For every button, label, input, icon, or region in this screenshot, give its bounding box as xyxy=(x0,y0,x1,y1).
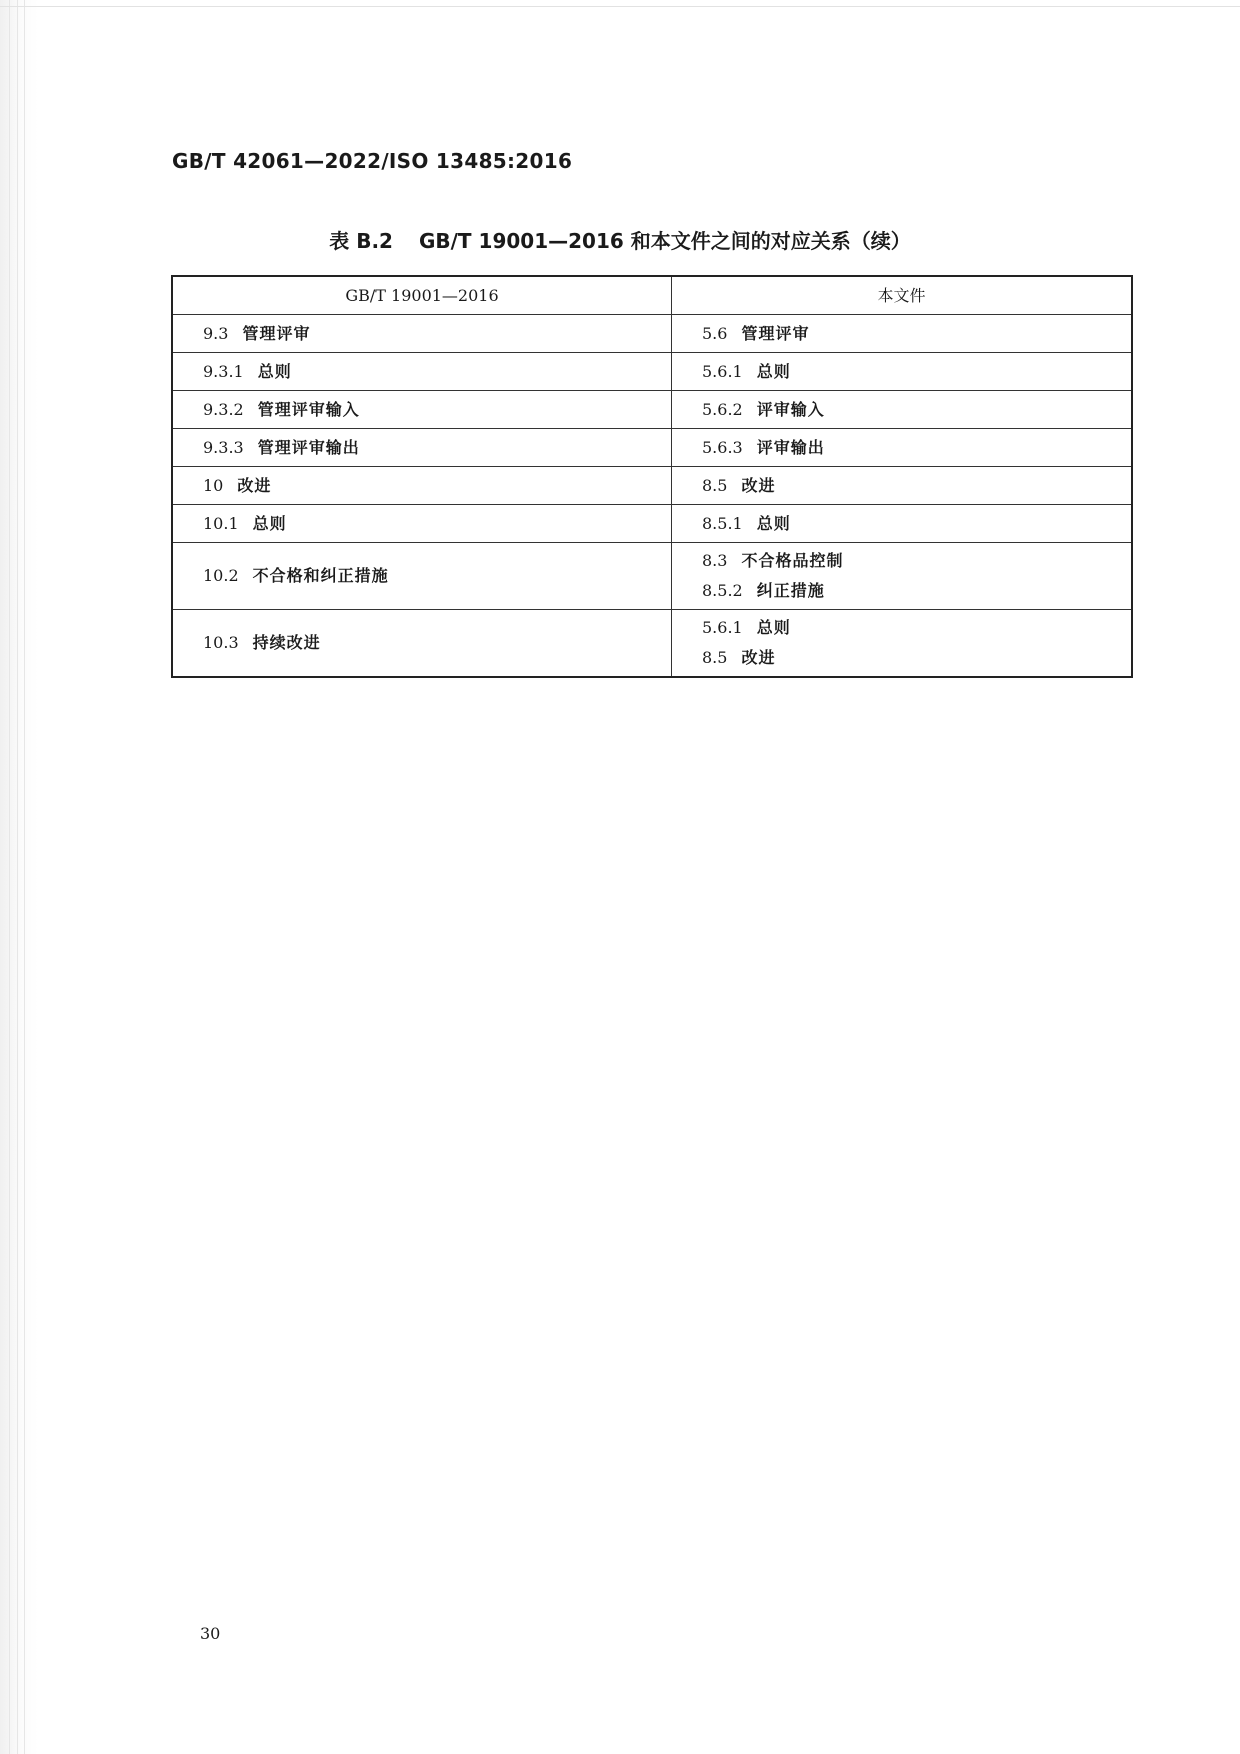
clause-number: 10.1 xyxy=(203,513,239,533)
clause-entry xyxy=(702,395,1131,425)
clause-title: 管理评审输出 xyxy=(257,437,360,457)
clause-entry xyxy=(203,628,671,658)
clause-entry xyxy=(203,395,671,425)
clause-title: 总则 xyxy=(257,361,292,381)
clause-entry xyxy=(702,357,1131,387)
table-row xyxy=(172,391,1132,429)
right-cell xyxy=(672,391,1133,429)
left-cell xyxy=(172,543,672,610)
left-cell xyxy=(172,391,672,429)
clause-entry xyxy=(702,319,1131,349)
clause-title: 总则 xyxy=(756,513,791,533)
right-cell xyxy=(672,543,1133,610)
page-number: 30 xyxy=(200,1624,221,1643)
clause-entry xyxy=(203,509,671,539)
clause-number: 5.6 xyxy=(702,323,728,343)
clause-entry xyxy=(702,546,1131,576)
clause-title: 不合格和纠正措施 xyxy=(252,566,389,585)
clause-number: 9.3 xyxy=(203,323,229,343)
left-cell xyxy=(172,315,672,353)
right-cell xyxy=(672,505,1133,543)
correspondence-table xyxy=(171,275,1133,678)
clause-title: 不合格品控制 xyxy=(741,551,844,570)
clause-number: 8.5.2 xyxy=(702,581,743,600)
table-header-row xyxy=(172,276,1132,315)
table-row xyxy=(172,429,1132,467)
clause-title: 总则 xyxy=(252,513,287,533)
clause-title: 评审输入 xyxy=(756,399,825,419)
clause-number: 5.6.3 xyxy=(702,437,743,457)
clause-entry xyxy=(702,471,1131,501)
right-cell xyxy=(672,429,1133,467)
clause-title: 改进 xyxy=(741,648,776,667)
clause-number: 8.3 xyxy=(702,551,728,570)
clause-entry xyxy=(203,561,671,591)
left-cell xyxy=(172,610,672,678)
clause-title: 评审输出 xyxy=(756,437,825,457)
table-caption-label: 表 B.2 xyxy=(329,229,393,253)
clause-title: 总则 xyxy=(756,361,791,381)
clause-entry xyxy=(702,643,1131,673)
table-row xyxy=(172,353,1132,391)
document-code-header: GB/T 42061—2022/ISO 13485:2016 xyxy=(172,149,573,173)
clause-title: 纠正措施 xyxy=(756,581,825,600)
clause-number: 9.3.2 xyxy=(203,399,244,419)
clause-number: 5.6.1 xyxy=(702,361,743,381)
clause-title: 改进 xyxy=(237,475,272,495)
column-header-this-document: 本文件 xyxy=(672,276,1133,315)
clause-title: 管理评审 xyxy=(242,323,311,343)
clause-title: 总则 xyxy=(756,618,791,637)
clause-entry xyxy=(203,319,671,349)
scan-edge-line xyxy=(24,0,25,1754)
table-row xyxy=(172,315,1132,353)
left-cell xyxy=(172,505,672,543)
clause-entry xyxy=(702,433,1131,463)
clause-title: 管理评审输入 xyxy=(257,399,360,419)
right-cell xyxy=(672,610,1133,678)
table-row xyxy=(172,543,1132,610)
clause-number: 5.6.2 xyxy=(702,399,743,419)
clause-title: 改进 xyxy=(741,475,776,495)
clause-entry xyxy=(203,433,671,463)
scan-edge-line xyxy=(9,0,10,1754)
clause-entry xyxy=(702,576,1131,606)
clause-number: 9.3.1 xyxy=(203,361,244,381)
table-row xyxy=(172,505,1132,543)
scan-top-edge xyxy=(0,6,1240,7)
left-cell xyxy=(172,467,672,505)
scan-edge-line xyxy=(17,0,18,1754)
clause-entry xyxy=(702,613,1131,643)
clause-entry xyxy=(702,509,1131,539)
column-header-gbt19001: GB/T 19001—2016 xyxy=(172,276,672,315)
left-cell xyxy=(172,353,672,391)
clause-entry xyxy=(203,357,671,387)
scan-shadow-edge xyxy=(0,0,38,1754)
clause-entry xyxy=(203,471,671,501)
table-caption-title: GB/T 19001—2016 和本文件之间的对应关系（续） xyxy=(418,229,911,253)
table-row xyxy=(172,467,1132,505)
right-cell xyxy=(672,353,1133,391)
table-caption xyxy=(0,225,1240,254)
clause-number: 10.3 xyxy=(203,633,239,652)
clause-number: 5.6.1 xyxy=(702,618,743,637)
left-cell xyxy=(172,429,672,467)
clause-title: 管理评审 xyxy=(741,323,810,343)
clause-number: 9.3.3 xyxy=(203,437,244,457)
right-cell xyxy=(672,315,1133,353)
clause-number: 10.2 xyxy=(203,566,239,585)
clause-number: 8.5.1 xyxy=(702,513,743,533)
right-cell xyxy=(672,467,1133,505)
clause-number: 10 xyxy=(203,475,224,495)
clause-title: 持续改进 xyxy=(252,633,321,652)
clause-number: 8.5 xyxy=(702,648,728,667)
table-row xyxy=(172,610,1132,678)
clause-number: 8.5 xyxy=(702,475,728,495)
